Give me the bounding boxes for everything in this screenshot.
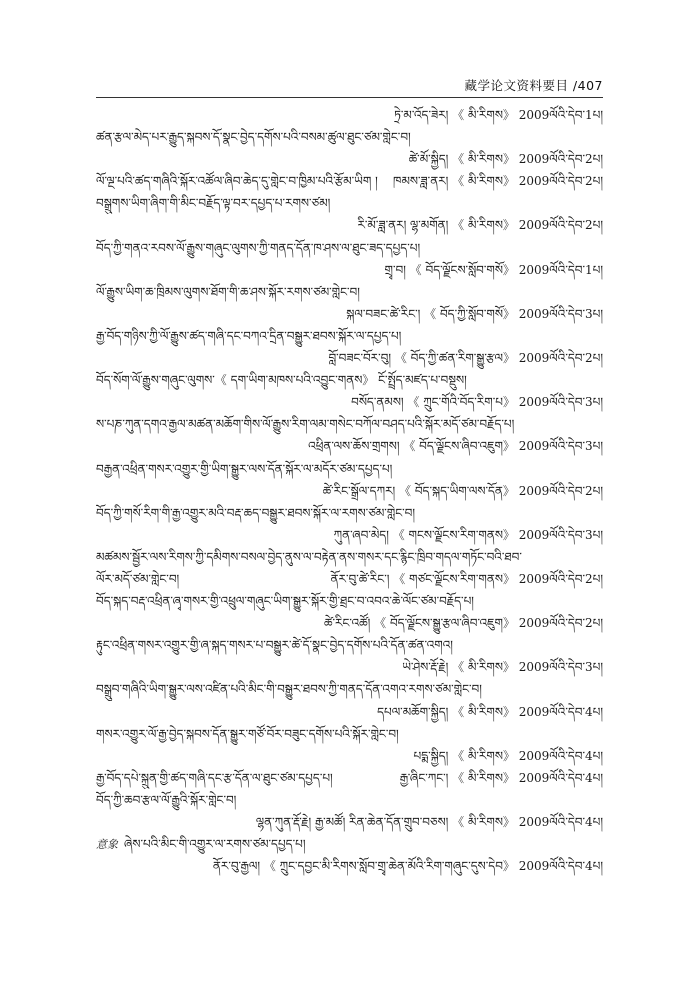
entry-source: རྒྱ་ཞིང་ཀང་། 《 མི་རིགས》 2009ལོའི་དེབ་4པ། (399, 770, 603, 785)
entry-title: བོད་སྐད་བརྡ་འཕྲིན་ཞྭ་གསར་གྱི་འཕྲུལ་གཞུང་ཡིག་སྒྱུར་སྐོར་གྱི་ཐྲང་བ་འབའ་ཆེ་ལོང་ཙམ་བརྗོད་པ། (96, 594, 474, 609)
entry-source: ནོར་བུ་ཚེ་རིང་། 《 གཙང་ལྗོངས་རིག་གནས》 2009ལོའི་དེབ་2པ། (330, 571, 603, 586)
entry-title: རྟུང་འཕྲིན་གསར་འགྱུར་གྱི་ཞ་སྐད་གསར་པ་བསྒྱུར་ཚེ་དོ་སྣང་བྱེད་དགོས་པའི་དོན་ཚན་འགའ། (96, 638, 453, 653)
entry-title: མཚམས་སྦྱོར་ལས་རིགས་ཀྱི་དམིགས་བསལ་བྱེད་ནུས་ལ་བརྟེན་ནས་གསར་དང་རྙིང་ཁྲིབ་གདལ་གཏོང་བའི་ཐབ་ (96, 549, 522, 564)
entry-source: ནོར་བུ་རྒྱལ། 《 ཀྲུང་དབྱང་མི་རིགས་སློབ་གྲྭ་ཆེན་མོའི་རིག་གཞུང་དུས་དེབ》 2009ལོའི་དེབ་4པ། (212, 859, 603, 874)
entry-title: ལོ་རྒྱུས་ཡིག་ཆ་ཁྲིམས་ལུགས་ཐོག་གི་ཆ་ཤས་སྐོར་རགས་ཙམ་གླེང་བ། (96, 284, 360, 299)
entry-title: བསྒྲུབ་གཞིའི་ཡིག་སྒྱུར་ལས་འཛིན་པའི་མིང་གི་བསྒྱུར་ཐབས་ཀྱི་གནད་དོན་འགའ་རགས་ཙམ་གླེང་བ། (96, 682, 482, 697)
entry-title: བོད་ཀྱི་གསོ་རིག་གི་རྒྱ་འགྱུར་མའི་བརྡ་ཆད་བསྒྱུར་ཐབས་སྐོར་ལ་རགས་ཙམ་གླེང་བ། (96, 505, 416, 520)
page-header (96, 72, 603, 98)
entry-line-pair (96, 170, 603, 192)
entry-title: ཚན་རྩལ་མེད་པར་རྒྱུད་སྐབས་དོ་སྣང་བྱེད་དགོས་པའི་བསམ་ཚུལ་ཐུང་ཙམ་གླེང་བ། (96, 130, 411, 145)
entry-title (96, 833, 603, 855)
entry-source: གྲྭ་བ། 《 བོད་ལྗོངས་སློབ་གསོ》 2009ལོའི་དེབ་1པ། (384, 262, 603, 277)
entry-source: བློ་བཟང་བོར་བུ། 《 བོད་ཀྱི་ཚན་རིག་སྒྱུ་རྩལ》 2009ལོའི་དེབ་2པ། (328, 351, 603, 366)
entry-source: ཏྲེ་མ་འོད་ཟེར། 《 མི་རིགས》 2009ལོའི་དེབ་1པ། (394, 108, 603, 122)
entry-source: རི་མོ་ཟླ་ནར། ལྷ་མགོན། 《 མི་རིགས》 2009ལོའི་དེབ་2པ། (357, 218, 603, 233)
entry-title: གསར་འགྱུར་ལོ་རྒྱ་བྱེད་སྐབས་དོན་སྒྱུར་གཙོ་བོར་བཟུང་དགོས་པའི་སྐོར་གླེང་བ། (96, 726, 399, 741)
entry-source: དཔལ་མཆོག་སྐྱིད། 《 མི་རིགས》 2009ལོའི་དེབ་4པ། (377, 704, 603, 719)
entry-source: ཡེ་ཤེས་རྡོ་རྗེ། 《 མི་རིགས》 2009ལོའི་དེབ་3པ། (402, 660, 603, 675)
entry-title: རྒྱ་བོད་དཔེ་སྐྲུན་གྱི་ཚད་གཞི་དང་རྩ་དོན་ལ་ཐུང་ཙམ་དཔྱད་པ། (96, 770, 333, 785)
entry-title: ལོ་ལྔ་པའི་ཚད་གཞིའི་སྐོར་འཚོལ་ཞིབ་ཆེད་དུ་གླེང་བ་ཁྱིམ་པའི་རྩོམ་ཡིག ། (96, 174, 378, 189)
entry-line-pair (96, 767, 603, 789)
entry-source: ལྷན་ཀུན་རྡོ་རྗེ། རྒྱ་མཚོ། རིན་ཆེན་དོན་གྲུབ་བཅས། 《 མི་རིགས》 2009ལོའི་དེབ་4པ། (255, 815, 603, 829)
entry-title: བོད་སོག་ལོ་རྒྱུས་གཞུང་ལུགས་《 དག་ཡིག་མཁས་པའི་འབྱུང་གནས》 ངོ་སྤྲོད་མཛད་པ་བསྡུས། (96, 373, 467, 388)
entry-source: སྐལ་བཟང་ཚེ་རིང་། 《 བོད་ཀྱི་སློབ་གསོ》 2009ལོའི་དེབ་3པ། (346, 306, 603, 321)
entry-title: བརྒྱན་འཕྲིན་གསར་འགྱུར་གྱི་ཡིག་སྒྱུར་ལས་དོན་སྐོར་ལ་མདོར་ཙམ་དཔྱད་པ། (96, 461, 393, 476)
entry-source: ཚེ་མོ་སྐྱིད། 《 མི་རིགས》 2009ལོའི་དེབ་2པ། (408, 152, 603, 167)
entry-source: འཕྲིན་ལས་ཆོས་གྲགས། 《 བོད་ལྗོངས་ཞིབ་འཇུག》 2009ལོའི་དེབ་3པ། (308, 439, 603, 454)
entry-source: ཚེ་རིང་འཚོ། 《 བོད་ལྗོངས་སྒྱུ་རྩལ་ཞིབ་འཇུག》 2009ལོའི་དེབ་2པ། (323, 616, 603, 631)
bibliography-list (96, 104, 603, 877)
running-title: 藏学论文资料要目 /407 (464, 78, 603, 93)
chinese-term: 意象 (96, 838, 118, 852)
entry-title-text: ཞེས་པའི་མིང་གི་འགྱུར་ལ་རགས་ཙམ་དཔྱད་པ། (124, 837, 306, 852)
entry-title: བོད་ཀྱི་གནའ་རབས་ལོ་རྒྱུས་གཞུང་ལུགས་ཀྱི་གནད་དོན་ཁ་ཤས་ལ་ཐུང་ཟད་དཔྱད་པ། (96, 240, 421, 255)
entry-source: བསོད་ནམས། 《 ཀྲུང་གོའི་བོད་རིག་པ》 2009ལོའི་དེབ་3པ། (351, 395, 603, 410)
entry-title: ལོར་མདོ་ཙམ་གླེང་བ། (96, 571, 180, 586)
entry-title: རྒྱ་བོད་གཉིས་ཀྱི་ལོ་རྒྱུས་ཚད་གཞི་དང་བཀའ་དྲིན་བསྒྱུར་ཐབས་སྐོར་ལ་དཔྱད་པ། (96, 328, 402, 343)
entry-title: བོད་ཀྱི་ཆབ་རྩལ་ལོ་རྒྱུའི་སྐོར་གླེང་བ། (96, 792, 237, 807)
entry-source: པདྨ་སྐྱིད། 《 མི་རིགས》 2009ལོའི་དེབ་4པ། (413, 748, 603, 763)
entry-source: ཁམས་ཟླ་ནར། 《 མི་རིགས》 2009ལོའི་དེབ་2པ། (393, 174, 603, 189)
entry-title: ས་པཎ་ཀུན་དགའ་རྒྱལ་མཚན་མཆོག་གིས་ལོ་རྒྱུས་རིག་ལམ་གསེང་བཀོལ་བཤད་པའི་སྐོར་མདོ་ཙམ་བརྗོད་པ། (96, 417, 515, 432)
entry-source: ཀུན་ཞབ་མེད། 《 གངས་ལྗོངས་རིག་གནས》 2009ལོའི་དེབ་3པ། (333, 527, 603, 542)
entry-title: བསྒྲུགས་ཡིག་ཞིག་གི་མིང་བརྗོད་ལྟ་བར་དཔྱད་པ་རགས་ཙམ། (96, 196, 331, 211)
entry-source: ཚེ་རིང་སྒྲོལ་དཀར། 《 བོད་སྐད་ཡིག་ལས་དོན》 2009ལོའི་དེབ་2པ། (322, 483, 603, 498)
entry-line-pair (96, 568, 603, 590)
